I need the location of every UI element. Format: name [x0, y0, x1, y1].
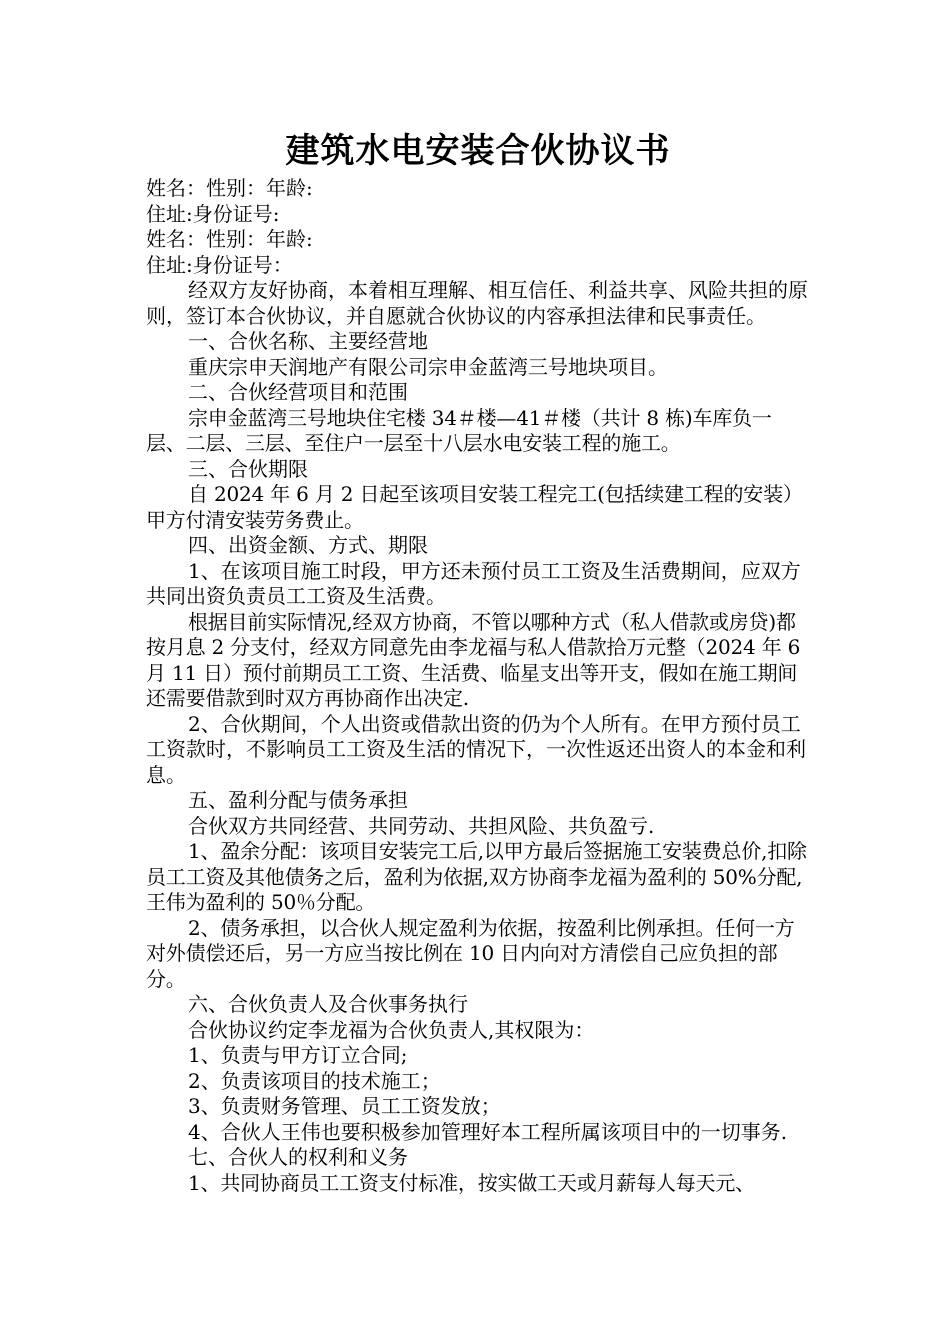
section-2-content: 宗申金蓝湾三号地块住宅楼 34＃楼—41＃楼（共计 8 栋)车库负一层、二层、三层、至住户一层至十八层水电安装工程的施工。	[146, 405, 772, 455]
party-b-address-id: 住址:身份证号：	[146, 252, 293, 277]
section-heading-7: 七、合伙人的权利和义务	[188, 1145, 408, 1169]
section-heading-2: 二、合伙经营项目和范围	[188, 380, 408, 404]
party-a-address-id: 住址:身份证号:	[146, 201, 280, 226]
section-6-item-4: 4、合伙人王伟也要积极参加管理好本工程所属该项目中的一切事务.	[188, 1119, 788, 1144]
section-4-paragraph: 根据目前实际情况,经双方协商，不管以哪种方式（私人借款或房贷)都按月息 2 分支付，经双方同意先由李龙福与私人借款拾万元整（2024 年 6 月 11 日）预付前期员工工资、生活费、临星支出等开支，假如在施工期间还需要借款到时双方再协商作出决定.	[146, 609, 801, 710]
preamble-paragraph: 经双方友好协商，本着相互理解、相互信任、利益共享、风险共担的原则，签订本合伙协议，并自愿就合伙协议的内容承担法律和民事责任。	[146, 278, 808, 328]
section-5-paragraph: 合伙双方共同经营、共同劳动、共担风险、共负盈亏.	[188, 813, 655, 838]
section-heading-6: 六、合伙负责人及合伙事务执行	[188, 992, 468, 1016]
section-6-item-2: 2、负责该项目的技术施工；	[188, 1068, 441, 1093]
section-4-item-2: 2、合伙期间，个人出资或借款出资的仍为个人所有。在甲方预付员工工资款时，不影响员工工资及生活的情况下，一次性返还出资人的本金和利息。	[146, 711, 806, 787]
section-heading-3: 三、合伙期限	[188, 456, 308, 481]
section-heading-5: 五、盈利分配与债务承担	[188, 788, 408, 812]
document-title: 建筑水电安装合伙协议书	[285, 131, 671, 171]
section-3-content: 自 2024 年 6 月 2 日起至该项目安装工程完工(包括续建工程的安装）甲方付清安装劳务费止。	[146, 482, 803, 532]
section-heading-1: 一、合伙名称、主要经营地	[188, 329, 428, 353]
section-6-item-3: 3、负责财务管理、员工工资发放；	[188, 1094, 501, 1118]
party-b-basic-info: 姓名：性别：年龄:	[146, 227, 313, 251]
section-heading-4: 四、出资金额、方式、期限	[188, 533, 428, 557]
section-6-paragraph: 合伙协议约定李龙福为合伙负责人,其权限为：	[188, 1017, 595, 1042]
section-5-item-1: 1、盈余分配：该项目安装完工后,以甲方最后签据施工安装费总价,扣除员工工资及其他债务之后，盈利为依据,双方协商李龙福为盈利的 50%分配,王伟为盈利的 50％分配。	[146, 839, 807, 914]
party-a-basic-info: 姓名：性别：年龄:	[146, 176, 313, 200]
document-page	[146, 126, 810, 1196]
section-4-item-1: 1、在该项目施工时段，甲方还未预付员工工资及生活费期间，应双方共同出资负责员工工资及生活费。	[146, 558, 801, 608]
section-5-item-2: 2、债务承担，以合伙人规定盈利为依据，按盈利比例承担。任何一方对外债偿还后，另一方应当按比例在 10 日内向对方清偿自己应负担的部分。	[146, 915, 795, 991]
section-6-item-1: 1、负责与甲方订立合同;	[188, 1043, 408, 1067]
section-7-item-1: 1、共同协商员工工资支付标准，按实做工天或月薪每人每天元、	[188, 1170, 755, 1195]
section-1-content: 重庆宗申天润地产有限公司宗申金蓝湾三号地块项目。	[188, 354, 668, 379]
